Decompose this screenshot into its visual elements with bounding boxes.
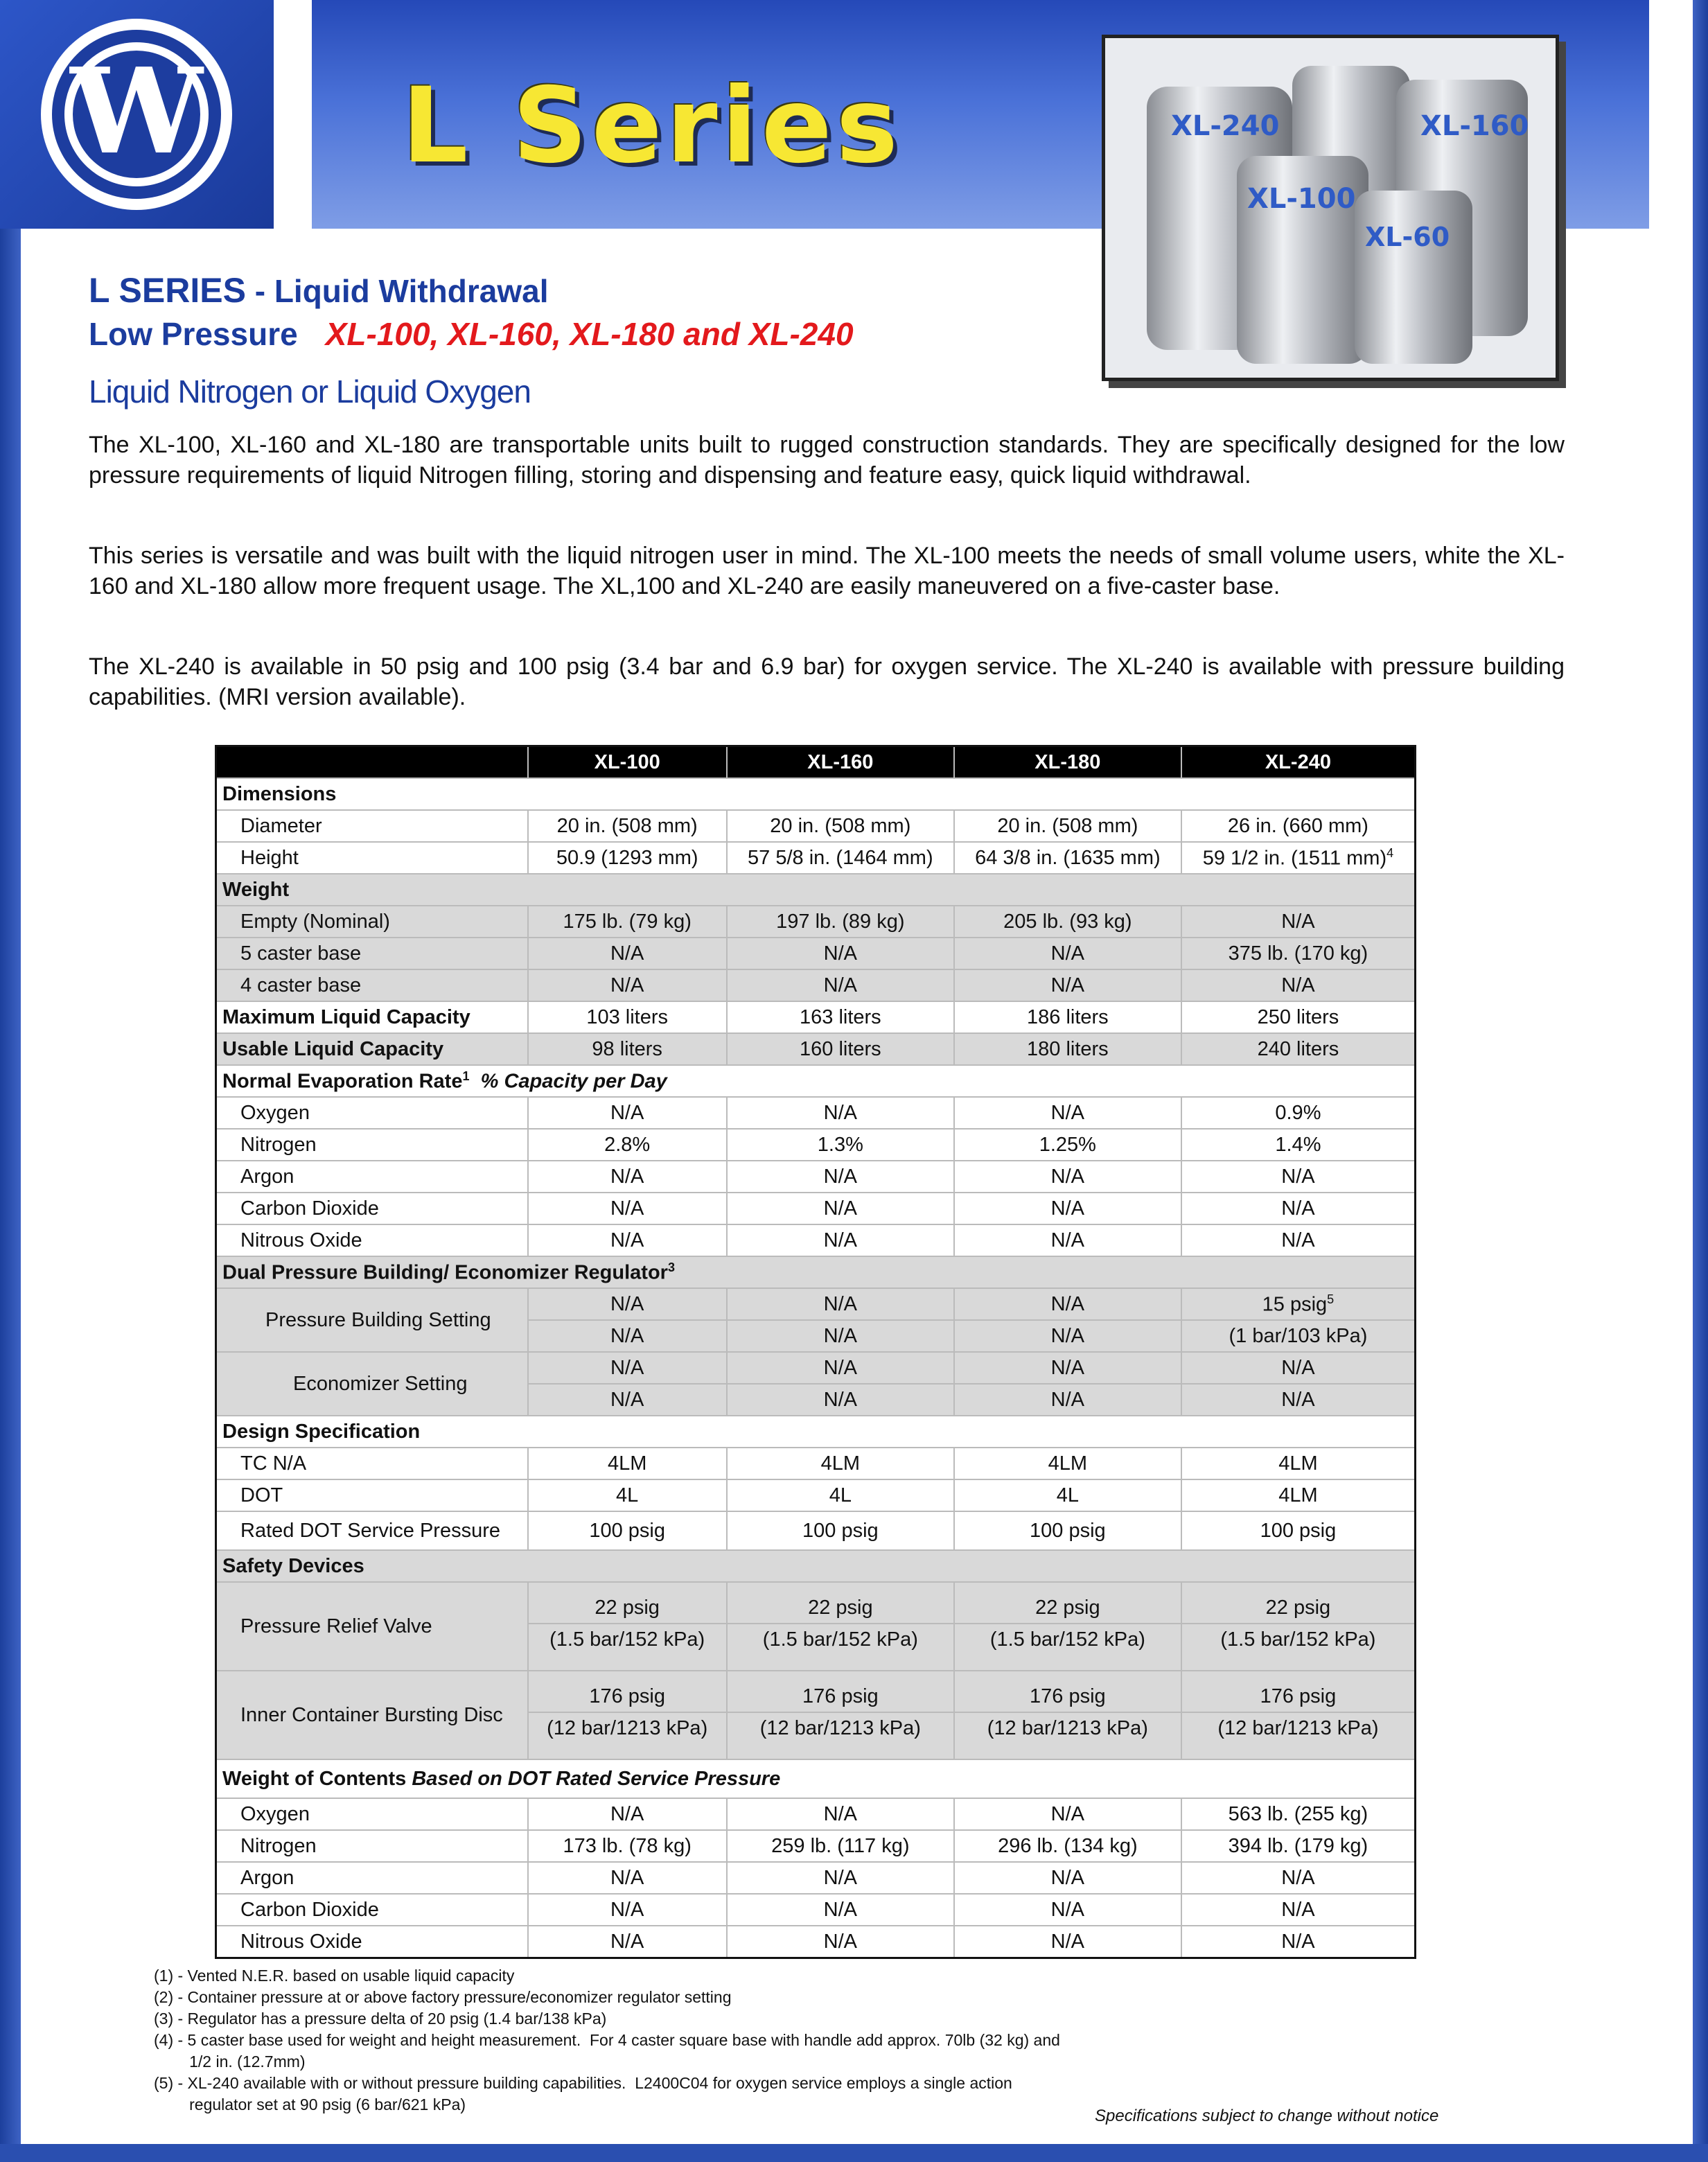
w-logo-icon: [36, 14, 237, 215]
section-row: Normal Evaporation Rate$^1$ % Capacity per Day: [216, 1065, 1416, 1097]
table-row: N/A N/A N/A N/A: [216, 1384, 1416, 1416]
table-row: N/A N/A N/A (1 bar/103 kPa): [216, 1320, 1416, 1352]
subheading-pressure: Low Pressure: [89, 316, 298, 352]
page-frame-left: [0, 0, 21, 2162]
column-header: XL-100: [528, 746, 727, 779]
intro-paragraph-3: The XL-240 is available in 50 psig and 100 psig (3.4 bar and 6.9 bar) for oxygen service. The XL-240 is available with pressure building capabilities. (MRI version available).: [89, 653, 1565, 710]
table-row: DOT 4L 4L 4L 4LM: [216, 1479, 1416, 1511]
footnote: (1) - Vented N.E.R. based on usable liquid capacity: [154, 1967, 515, 1985]
table-row: Nitrous Oxide N/A N/A N/A N/A: [216, 1926, 1416, 1958]
section-row: Weight of Contents Based on DOT Rated Service Pressure: [216, 1759, 1416, 1798]
table-row: Economizer Setting N/A N/A N/A N/A: [216, 1352, 1416, 1384]
table-row: Maximum Liquid Capacity 103 liters 163 liters 186 liters 250 liters: [216, 1001, 1416, 1033]
footnote: (5) - XL-240 available with or without pressure building capabilities. L2400C04 for oxygen service employs a single action: [154, 2074, 1012, 2092]
column-header: XL-180: [954, 746, 1181, 779]
table-row: Argon N/A N/A N/A N/A: [216, 1862, 1416, 1894]
section-row: Weight: [216, 874, 1416, 906]
table-row: Nitrogen 2.8% 1.3% 1.25% 1.4%: [216, 1129, 1416, 1161]
table-row: (12 bar/1213 kPa) (12 bar/1213 kPa) (12 bar/1213 kPa) (12 bar/1213 kPa): [216, 1712, 1416, 1759]
table-row: Empty (Nominal) 175 lb. (79 kg) 197 lb. (89 kg) 205 lb. (93 kg) N/A: [216, 906, 1416, 938]
table-row: Diameter 20 in. (508 mm) 20 in. (508 mm) 20 in. (508 mm) 26 in. (660 mm): [216, 810, 1416, 842]
table-row: Carbon Dioxide N/A N/A N/A N/A: [216, 1193, 1416, 1224]
table-row: TC N/A 4LM 4LM 4LM 4LM: [216, 1448, 1416, 1479]
heading-withdrawal: - Liquid Withdrawal: [245, 273, 549, 309]
gas-heading: Liquid Nitrogen or Liquid Oxygen: [89, 373, 531, 410]
subheading-models: XL-100, XL-160, XL-180 and XL-240: [325, 316, 854, 352]
footnote: regulator set at 90 psig (6 bar/621 kPa): [154, 2095, 466, 2113]
table-row: Carbon Dioxide N/A N/A N/A N/A: [216, 1894, 1416, 1926]
table-row: Argon N/A N/A N/A N/A: [216, 1161, 1416, 1193]
disclaimer: Specifications subject to change without notice: [1095, 2107, 1439, 2125]
table-row: Nitrogen 173 lb. (78 kg) 259 lb. (117 kg) 296 lb. (134 kg) 394 lb. (179 kg): [216, 1830, 1416, 1862]
page-frame-bottom: [0, 2144, 1708, 2162]
photo-label-xl100: XL-100: [1247, 183, 1356, 215]
section-row: Dual Pressure Building/ Economizer Regulator$^3$: [216, 1256, 1416, 1288]
section-row: Safety Devices: [216, 1550, 1416, 1582]
series-title: L Series: [402, 66, 902, 186]
section-row: Design Specification: [216, 1416, 1416, 1448]
footnote: 1/2 in. (12.7mm): [154, 2053, 306, 2071]
spec-table: [215, 745, 1416, 1959]
section-heading: [89, 270, 549, 310]
intro-paragraph-1: The XL-100, XL-160 and XL-180 are transportable units built to rugged construction standards. They are specifically designed for the low pressure requirements of liquid Nitrogen filling, storing and dispensing and feature easy, quick liquid withdrawal.: [89, 432, 1565, 489]
brand-logo: [0, 0, 274, 229]
photo-label-xl60: XL-60: [1365, 222, 1450, 252]
subheading: [89, 315, 854, 353]
table-row: (1.5 bar/152 kPa) (1.5 bar/152 kPa) (1.5 bar/152 kPa) (1.5 bar/152 kPa): [216, 1624, 1416, 1671]
table-row: Height 50.9 (1293 mm) 57 5/8 in. (1464 mm) 64 3/8 in. (1635 mm) 59 1/2 in. (1511 mm)$^4$: [216, 842, 1416, 874]
table-row: Oxygen N/A N/A N/A 0.9%: [216, 1097, 1416, 1129]
table-row: Usable Liquid Capacity 98 liters 160 liters 180 liters 240 liters: [216, 1033, 1416, 1065]
table-row: Nitrous Oxide N/A N/A N/A N/A: [216, 1224, 1416, 1256]
page-frame-right: [1693, 0, 1708, 2162]
product-photo: [1102, 35, 1559, 381]
table-row: Oxygen N/A N/A N/A 563 lb. (255 kg): [216, 1798, 1416, 1830]
footnote: (3) - Regulator has a pressure delta of 20 psig (1.4 bar/138 kPa): [154, 2010, 607, 2028]
photo-label-xl240: XL-240: [1171, 110, 1280, 142]
table-row: 4 caster base N/A N/A N/A N/A: [216, 969, 1416, 1001]
table-row: Pressure Relief Valve 22 psig 22 psig 22 psig 22 psig: [216, 1582, 1416, 1624]
table-row: 5 caster base N/A N/A N/A 375 lb. (170 kg): [216, 938, 1416, 969]
table-row: Pressure Building Setting N/A N/A N/A 15 psig$^5$: [216, 1288, 1416, 1320]
table-header-row: [216, 746, 1416, 779]
footnotes: [154, 1965, 1060, 2116]
photo-label-xl160: XL-160: [1420, 110, 1529, 142]
heading-series: L SERIES: [89, 271, 246, 310]
intro-paragraph-2: This series is versatile and was built with the liquid nitrogen user in mind. The XL-100 meets the needs of small volume users, white the XL-160 and XL-180 allow more frequent usage. The XL,100 and XL-240 are easily maneuvered on a five-caster base.: [89, 543, 1565, 599]
footnote: (4) - 5 caster base used for weight and height measurement. For 4 caster square base with handle add approx. 70lb (32 kg) and: [154, 2031, 1060, 2049]
table-row: Rated DOT Service Pressure 100 psig 100 psig 100 psig 100 psig: [216, 1511, 1416, 1550]
table-row: Inner Container Bursting Disc 176 psig 176 psig 176 psig 176 psig: [216, 1671, 1416, 1712]
section-row: Dimensions: [216, 778, 1416, 810]
logo-letter: W: [70, 42, 203, 181]
column-header: XL-160: [727, 746, 954, 779]
footnote: (2) - Container pressure at or above factory pressure/economizer regulator setting: [154, 1988, 732, 2006]
column-header: XL-240: [1181, 746, 1416, 779]
